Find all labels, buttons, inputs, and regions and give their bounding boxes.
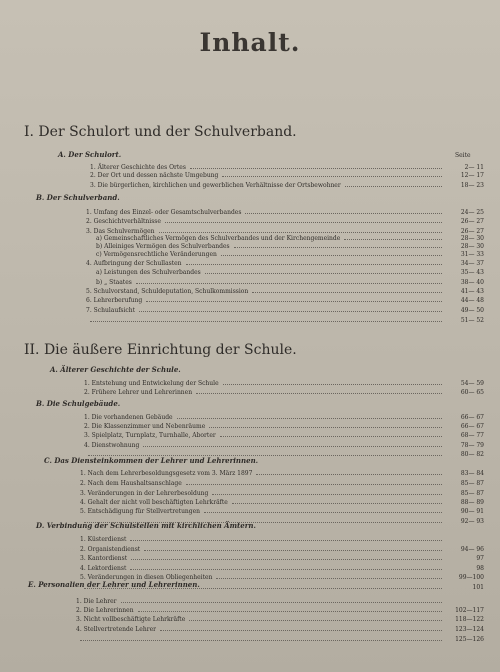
toc-entry [80, 554, 484, 562]
toc-entry-page: 101 [472, 584, 484, 591]
toc-entry [86, 296, 484, 304]
leader-dots [144, 545, 442, 551]
toc-entry-page: 38— 40 [460, 279, 484, 286]
toc-entry-page: 18— 23 [460, 182, 484, 189]
leader-dots [222, 171, 442, 177]
toc-entry-page: 54— 59 [460, 380, 484, 387]
toc-entry [86, 287, 484, 295]
section-heading: I. Der Schulort und der Schulverband. [24, 124, 297, 140]
toc-entry-label: 4. Stellvertretende Lehrer [76, 626, 156, 633]
toc-entry-page: 78— 79 [460, 442, 484, 449]
subsection-heading: A. Der Schulort. [58, 150, 122, 159]
toc-entry [86, 259, 484, 267]
leader-dots [160, 625, 442, 631]
leader-dots [143, 441, 442, 447]
toc-entry-label: 2. Die Klassenzimmer und Nebenräume [84, 423, 206, 430]
toc-entry-page: 123—124 [455, 626, 484, 633]
leader-dots [245, 208, 442, 214]
toc-entry-page: 60— 65 [460, 389, 484, 396]
leader-dots [216, 573, 442, 579]
toc-entry-page: 49— 50 [460, 307, 484, 314]
toc-entry-page: 24— 25 [460, 209, 484, 216]
toc-entry [86, 316, 484, 324]
toc-entry-page: 94— 96 [460, 546, 484, 553]
toc-entry [90, 163, 484, 171]
toc-entry-page: 66— 67 [460, 423, 484, 430]
toc-entry [96, 242, 484, 250]
toc-entry-label: 1. Nach dem Lehrerbesoldungsgesetz vom 3. März 1897 [80, 470, 253, 477]
toc-entry-page: 2— 11 [464, 164, 484, 171]
toc-entry-page: 83— 84 [460, 470, 484, 477]
leader-dots [234, 242, 442, 248]
toc-entry-label: 1. Die Lehrer [76, 598, 117, 605]
toc-entry [80, 573, 484, 581]
toc-entry [84, 431, 484, 439]
toc-entry-label: 2. Die Lehrerinnen [76, 607, 134, 614]
toc-entry [90, 181, 484, 189]
toc-entry-page: 85— 87 [460, 480, 484, 487]
toc-entry [80, 469, 484, 477]
leader-dots [205, 268, 442, 274]
leader-dots [345, 181, 442, 187]
leader-dots [139, 306, 442, 312]
toc-entry [96, 250, 484, 258]
leader-dots [136, 278, 442, 284]
toc-entry-page: 85— 87 [460, 490, 484, 497]
leader-dots [90, 316, 442, 322]
leader-dots [189, 615, 442, 621]
toc-entry-label: 2. Der Ort und dessen nächste Umgebung [90, 172, 219, 179]
toc-entry [80, 564, 484, 572]
toc-entry-label: 5. Schulvorstand, Schuldeputation, Schulkommission [86, 288, 249, 295]
toc-entry-label: 5. Veränderungen in diesen Obliegenheiten [80, 574, 213, 581]
toc-entry-label: 6. Lehrerberufung [86, 297, 143, 304]
leader-dots [190, 163, 442, 169]
leader-dots [146, 296, 442, 302]
leader-dots [252, 287, 442, 293]
leader-dots [221, 250, 442, 256]
toc-entry-page: 31— 33 [460, 251, 484, 258]
toc-entry-page: 90— 91 [460, 508, 484, 515]
toc-entry [80, 507, 484, 515]
toc-entry [80, 583, 484, 591]
toc-entry-page: 41— 43 [460, 288, 484, 295]
leader-dots [165, 217, 442, 223]
toc-entry-label: 3. Kantordienst [80, 555, 128, 562]
subsection-heading: B. Der Schulverband. [36, 193, 120, 202]
toc-entry [96, 234, 484, 242]
toc-entry-page: 35— 43 [460, 269, 484, 276]
leader-dots [80, 635, 442, 641]
leader-dots [196, 388, 442, 394]
toc-entry-label: 2. Geschichtverhältnisse [86, 218, 161, 225]
toc-entry-label: 4. Lektordienst [80, 565, 127, 572]
toc-entry [80, 535, 484, 543]
toc-entry [80, 498, 484, 506]
toc-entry [76, 606, 484, 614]
toc-entry-page: 44— 48 [460, 297, 484, 304]
subsection-heading: B. Die Schulgebäude. [36, 399, 121, 408]
subsection-heading: C. Das Diensteinkommen der Lehrer und Lehrerinnen. [44, 456, 259, 465]
toc-entry [80, 479, 484, 487]
toc-entry [84, 450, 484, 458]
leader-dots [130, 535, 442, 541]
toc-entry-label: 2. Organistendienst [80, 546, 141, 553]
toc-entry-label: c) Vermögensrechtliche Veränderungen [96, 251, 217, 258]
toc-entry-label: 1. Küsterdienst [80, 536, 127, 543]
toc-entry-page: 118—122 [455, 616, 484, 623]
toc-entry [90, 171, 484, 179]
section-heading: II. Die äußere Einrichtung der Schule. [24, 342, 297, 358]
leader-dots [223, 379, 442, 385]
toc-entry-page: 12— 17 [460, 172, 484, 179]
toc-entry [76, 597, 484, 605]
toc-entry-label: b) „ Staates [96, 279, 132, 286]
toc-entry-label: 3. Veränderungen in der Lehrerbesoldung [80, 490, 209, 497]
leader-dots [84, 517, 442, 523]
toc-entry-label: 7. Schulaufsicht [86, 307, 136, 314]
toc-entry-page: 97 [476, 555, 484, 562]
toc-entry-page: 92— 93 [460, 518, 484, 525]
toc-entry-label: a) Gemeinschaftliches Vermögen des Schulverbandes und der Kirchengemeinde [96, 235, 341, 242]
toc-entry-label: a) Leistungen des Schulverbandes [96, 269, 201, 276]
leader-dots [204, 507, 442, 513]
toc-entry [84, 441, 484, 449]
leader-dots [209, 422, 442, 428]
toc-entry [86, 306, 484, 314]
toc-entry [96, 268, 484, 276]
toc-entry-label: 4. Gehalt der nicht voll beschäftigten Lehrkräfte [80, 499, 228, 506]
leader-dots [138, 606, 442, 612]
toc-entry [84, 422, 484, 430]
leader-dots [121, 597, 442, 603]
toc-entry-label: 2. Nach dem Haushaltsanschlage [80, 480, 182, 487]
toc-entry-label: 4. Dienstwohnung [84, 442, 140, 449]
toc-entry [96, 278, 484, 286]
toc-entry-page: 28— 30 [460, 235, 484, 242]
subsection-heading: A. Älterer Geschichte der Schule. [50, 365, 181, 374]
toc-entry [76, 625, 484, 633]
toc-entry-page: 34— 37 [460, 260, 484, 267]
toc-entry-label: 5. Entschädigung für Stellvertretungen [80, 508, 201, 515]
page-column-heading: Seite [455, 152, 471, 159]
toc-entry [76, 635, 484, 643]
toc-entry-label: 3. Die bürgerlichen, kirchlichen und gewerblichen Verhältnisse der Ortsbewohner [90, 182, 341, 189]
leader-dots [212, 489, 442, 495]
toc-entry [86, 217, 484, 225]
toc-entry [84, 413, 484, 421]
leader-dots [130, 564, 442, 570]
toc-entry-page: 99—100 [458, 574, 484, 581]
subsection-heading: D. Verbindung der Schulstellen mit kirchlichen Ämtern. [36, 521, 256, 530]
leader-dots [256, 469, 442, 475]
toc-entry-label: 1. Älterer Geschichte des Ortes [90, 164, 186, 171]
toc-entry-page: 88— 89 [460, 499, 484, 506]
toc-entry-label: 1. Umfang des Einzel- oder Gesamtschulverbandes [86, 209, 242, 216]
toc-entry-page: 28— 30 [460, 243, 484, 250]
toc-entry [76, 615, 484, 623]
toc-entry-page: 51— 52 [460, 317, 484, 324]
toc-entry-page: 68— 77 [460, 432, 484, 439]
leader-dots [88, 450, 442, 456]
leader-dots [159, 227, 443, 233]
leader-dots [131, 554, 442, 560]
toc-entry-label: 3. Das Schulvermögen [86, 228, 155, 235]
toc-entry [80, 517, 484, 525]
toc-entry-label: 3. Nicht vollbeschäftigte Lehrkräfte [76, 616, 186, 623]
leader-dots [186, 479, 442, 485]
toc-entry-page: 125—126 [455, 636, 484, 643]
toc-entry-label: 4. Aufbringung der Schullasten [86, 260, 182, 267]
toc-entry-page: 98 [476, 565, 484, 572]
toc-entry-label: 1. Entstehung und Entwickelung der Schule [84, 380, 219, 387]
toc-entry-label: 1. Die vorhandenen Gebäude [84, 414, 173, 421]
toc-entry-label: 2. Frühere Lehrer und Lehrerinnen [84, 389, 193, 396]
toc-entry-page: 26— 27 [460, 228, 484, 235]
toc-entry [84, 388, 484, 396]
toc-entry [84, 379, 484, 387]
toc-entry-page: 102—117 [455, 607, 484, 614]
toc-entry [80, 489, 484, 497]
toc-entry-page: 66— 67 [460, 414, 484, 421]
leader-dots [344, 234, 442, 240]
leader-dots [186, 259, 442, 265]
toc-entry-page: 80— 82 [460, 451, 484, 458]
toc-entry [80, 545, 484, 553]
subsection-heading: E. Personalien der Lehrer und Lehrerinnen. [28, 580, 200, 589]
leader-dots [84, 583, 442, 589]
page-title: Inhalt. [199, 28, 301, 57]
toc-entry-page: 26— 27 [460, 218, 484, 225]
leader-dots [232, 498, 442, 504]
toc-entry-label: b) Alleiniges Vermögen des Schulverbandes [96, 243, 230, 250]
leader-dots [177, 413, 442, 419]
toc-entry [86, 208, 484, 216]
leader-dots [220, 431, 442, 437]
toc-entry-label: 3. Spielplatz, Turnplatz, Turnhalle, Aborter [84, 432, 216, 439]
